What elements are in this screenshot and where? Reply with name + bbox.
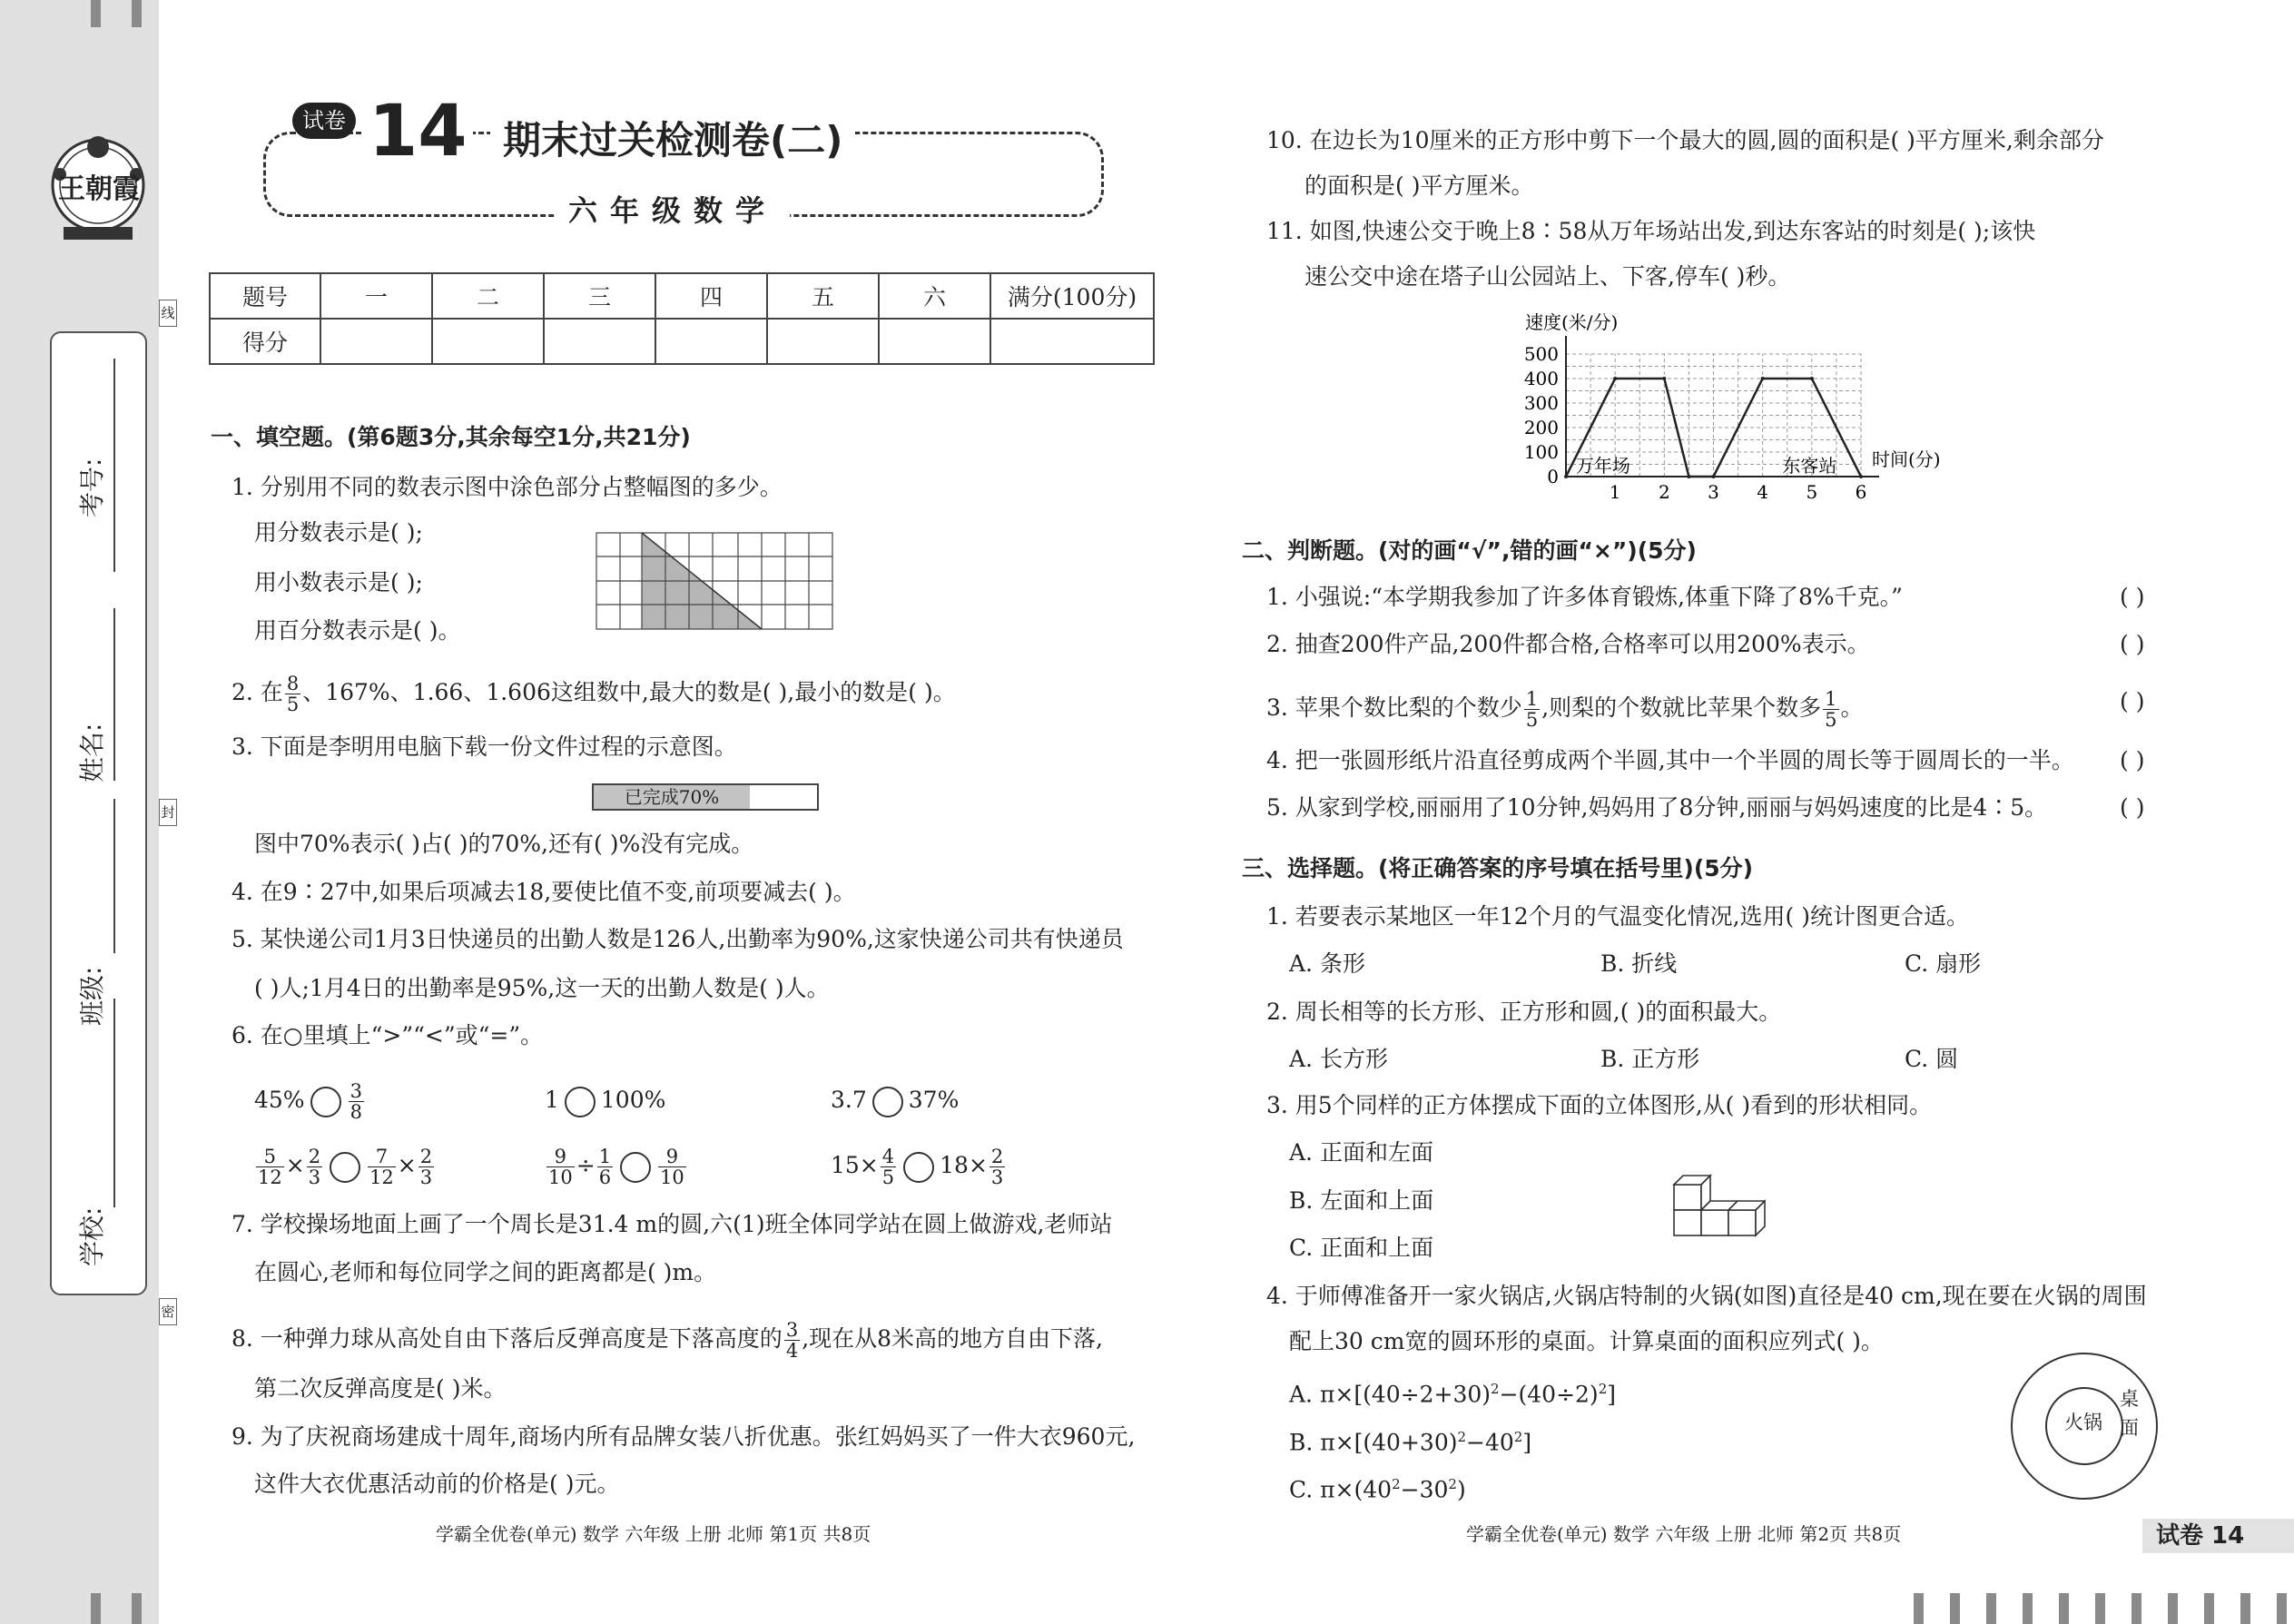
download-progress-bar: [592, 783, 819, 811]
question-text: 3. 用5个同样的正方体摆成下面的立体图形,从( )看到的形状相同。: [1266, 1092, 1933, 1118]
section-1-heading: 一、填空题。(第6题3分,其余每空1分,共21分): [211, 424, 691, 450]
x-tick-label: 5: [1806, 481, 1818, 503]
text-fragment: −(40÷2): [1499, 1381, 1599, 1408]
data-point: [1613, 377, 1617, 380]
denominator: 3: [990, 1166, 1004, 1188]
text-fragment: B. π×[(40+30): [1289, 1429, 1458, 1456]
text-fragment: 2. 在: [231, 679, 283, 705]
option-a[interactable]: A. 长方形: [1289, 1046, 1388, 1072]
x-tick-label: 1: [1609, 481, 1621, 503]
answer-paren[interactable]: ( ): [2120, 584, 2145, 610]
text-fragment: C. π×(40: [1289, 1476, 1393, 1503]
numerator: 7: [368, 1147, 396, 1167]
tick-mark: [1950, 1593, 1960, 1624]
text-fragment: 2: [1598, 1381, 1608, 1397]
table-cell: 二: [432, 273, 544, 319]
seal-mark-xian: 线: [159, 300, 177, 327]
name-label: 姓名:: [77, 723, 107, 782]
score-input-cell[interactable]: [767, 319, 879, 364]
numerator: 4: [881, 1146, 895, 1167]
annotation-start-station: 万年场: [1575, 455, 1630, 477]
text-fragment: ]: [1607, 1381, 1616, 1408]
data-point: [1564, 475, 1568, 478]
text-fragment: −40: [1466, 1429, 1514, 1456]
data-point: [1712, 475, 1716, 478]
text-fragment: 2: [1448, 1476, 1457, 1492]
fraction: [256, 1147, 284, 1187]
denominator: 4: [785, 1340, 799, 1362]
class-label: 班级:: [77, 966, 107, 1026]
exam-no-label: 考号:: [77, 458, 107, 517]
option-b[interactable]: B. 正方形: [1600, 1046, 1700, 1072]
text-fragment: ÷: [576, 1152, 596, 1178]
question-text: 1. 若要表示某地区一年12个月的气温变化情况,选用( )统计图更合适。: [1266, 903, 1970, 930]
option-a[interactable]: A. 条形: [1289, 950, 1365, 977]
option-a[interactable]: A. 正面和左面: [1289, 1139, 1433, 1166]
score-input-cell[interactable]: [320, 319, 432, 364]
denominator: 10: [660, 1166, 684, 1188]
question-text: 在圆心,老师和每位同学之间的距离都是( )m。: [254, 1259, 717, 1285]
question-text: 9. 为了庆祝商场建成十周年,商场内所有品牌女装八折优惠。张红妈妈买了一件大衣960元,: [231, 1423, 1136, 1450]
text-fragment: 2: [1491, 1381, 1500, 1397]
question-text: 2. 周长相等的长方形、正方形和圆,( )的面积最大。: [1266, 999, 1782, 1025]
compare-item: [831, 1137, 1007, 1195]
denominator: 5: [881, 1166, 895, 1188]
table-label-top: 桌: [2120, 1388, 2139, 1410]
question-text[interactable]: 用小数表示是( );: [254, 569, 423, 595]
cube-figure: [1670, 1166, 1766, 1239]
tick-mark: [132, 1593, 142, 1624]
question-text: 1. 分别用不同的数表示图中涂色部分占整幅图的多少。: [231, 474, 783, 500]
text-fragment: ×: [285, 1152, 305, 1178]
question-text: 第二次反弹高度是( )米。: [254, 1375, 507, 1402]
text-fragment: ]: [1522, 1429, 1532, 1456]
question-text: [231, 674, 956, 714]
option-b[interactable]: B. 折线: [1600, 950, 1678, 977]
option-c[interactable]: [1289, 1471, 1466, 1503]
question-text[interactable]: 用分数表示是( );: [254, 519, 423, 546]
exam-number: 14: [363, 91, 473, 172]
text-fragment: 2: [1392, 1476, 1401, 1492]
denominator: 6: [598, 1166, 612, 1188]
question-text: 图中70%表示( )占( )的70%,还有( )%没有完成。: [254, 831, 754, 857]
data-point: [1859, 475, 1863, 478]
table-cell: 一: [320, 273, 432, 319]
text-fragment: ): [1456, 1476, 1466, 1503]
text-fragment: 、167%、1.66、1.606这组数中,最大的数是( ),最小的数是( )。: [302, 679, 956, 705]
compare-item: [831, 1073, 959, 1127]
y-axis-label: 速度(米/分): [1525, 311, 1619, 333]
class-line: [113, 799, 115, 953]
question-text: 1. 小强说:“本学期我参加了许多体育锻炼,体重下降了8%千克。”: [1266, 584, 1903, 610]
speed-time-chart: [1507, 309, 1961, 508]
score-table: [209, 272, 1155, 365]
text-fragment: 37%: [908, 1087, 960, 1113]
numerator: 9: [658, 1147, 686, 1167]
text-fragment: 15×: [831, 1152, 879, 1178]
question-text: [231, 1316, 1103, 1362]
score-input-cell[interactable]: [432, 319, 544, 364]
question-text: 3. 下面是李明用电脑下载一份文件过程的示意图。: [231, 733, 737, 760]
numerator: 1: [1525, 688, 1539, 710]
question-text: 4. 把一张圆形纸片沿直径剪成两个半圆,其中一个半圆的周长等于圆周长的一半。: [1266, 747, 2074, 773]
table-cell: 五: [767, 273, 879, 319]
score-table-score-row: [210, 319, 1154, 364]
y-tick-label: 300: [1523, 392, 1559, 414]
compare-circle[interactable]: [620, 1152, 651, 1183]
shaded-grid-figure: [595, 531, 835, 631]
fraction: [546, 1147, 575, 1187]
exam-title: 期末过关检测卷(二): [490, 118, 855, 163]
fraction: [349, 1081, 364, 1122]
data-point: [1761, 377, 1765, 380]
score-input-cell[interactable]: [879, 319, 990, 364]
denominator: 5: [286, 694, 300, 715]
tick-mark: [1914, 1593, 1924, 1624]
exam-badge: 试卷: [292, 103, 356, 139]
question-text: 速公交中途在塔子山公园站上、下客,停车( )秒。: [1305, 263, 1791, 290]
fraction: [989, 1147, 1005, 1187]
x-tick-label: 6: [1855, 481, 1867, 503]
fraction: [881, 1147, 896, 1187]
y-tick-label: 100: [1523, 441, 1559, 463]
numerator: 2: [419, 1146, 433, 1167]
answer-paren[interactable]: ( ): [2120, 688, 2145, 714]
fraction: [285, 674, 300, 714]
fraction: [658, 1147, 686, 1187]
denominator: 5: [1825, 709, 1837, 731]
numerator: 2: [990, 1146, 1004, 1167]
numerator: 8: [286, 673, 300, 694]
fraction: [368, 1147, 396, 1187]
question-text: [1266, 688, 1864, 730]
text-fragment: 2: [1513, 1429, 1523, 1445]
denominator: 8: [350, 1101, 362, 1123]
score-input-cell[interactable]: [990, 319, 1154, 364]
answer-paren[interactable]: ( ): [2120, 794, 2145, 821]
text-fragment: ×: [397, 1152, 417, 1178]
denominator: 3: [308, 1166, 321, 1188]
numerator: 2: [308, 1146, 321, 1167]
score-input-cell[interactable]: [655, 319, 767, 364]
footer-right: 学霸全优卷(单元) 数学 六年级 上册 北师 第2页 共8页: [1466, 1523, 1902, 1545]
tick-mark: [2023, 1593, 2033, 1624]
school-line: [113, 999, 115, 1207]
tick-mark: [1986, 1593, 1996, 1624]
x-tick-label: 2: [1658, 481, 1670, 503]
y-tick-label: 400: [1523, 368, 1559, 389]
section-3-heading: 三、选择题。(将正确答案的序号填在括号里)(5分): [1242, 855, 1754, 881]
question-text: 这件大衣优惠活动前的价格是( )元。: [254, 1471, 620, 1497]
denominator: 12: [369, 1166, 394, 1188]
question-text: 配上30 cm宽的圆环形的桌面。计算桌面的面积应列式( )。: [1289, 1328, 1884, 1354]
numerator: 3: [785, 1319, 799, 1341]
exam-tag: 试卷 14: [2142, 1519, 2294, 1553]
tick-mark: [2095, 1593, 2105, 1624]
question-text: 7. 学校操场地面上画了一个周长是31.4 m的圆,六(1)班全体同学站在圆上做游戏,老师站: [231, 1211, 1113, 1237]
tick-mark: [91, 1593, 101, 1624]
question-text: 4. 于师傅准备开一家火锅店,火锅店特制的火锅(如图)直径是40 cm,现在要在火锅的周围: [1266, 1283, 2147, 1309]
tick-mark: [2277, 1593, 2287, 1624]
tick-mark: [2168, 1593, 2178, 1624]
text-fragment: ,现在从8米高的地方自由下落,: [802, 1325, 1103, 1352]
y-tick-label: 0: [1547, 466, 1559, 487]
option-c[interactable]: C. 圆: [1905, 1046, 1959, 1072]
table-cell: 六: [879, 273, 990, 319]
option-c[interactable]: C. 扇形: [1905, 950, 1982, 977]
question-text: ( )人;1月4日的出勤率是95%,这一天的出勤人数是( )人。: [254, 975, 830, 1001]
table-cell: 三: [544, 273, 655, 319]
x-tick-label: 4: [1757, 481, 1769, 503]
compare-item: [545, 1073, 665, 1127]
fraction: [307, 1147, 322, 1187]
option-b[interactable]: B. 左面和上面: [1289, 1187, 1434, 1214]
annotation-end-station: 东客站: [1782, 455, 1837, 477]
denominator: 10: [548, 1166, 573, 1188]
text-fragment: ,则梨的个数就比苹果个数多: [1541, 694, 1822, 721]
answer-paren[interactable]: ( ): [2120, 631, 2145, 657]
y-tick-label: 200: [1523, 417, 1559, 438]
compare-circle[interactable]: [310, 1087, 341, 1117]
question-text: 6. 在○里填上“>”“<”或“=”。: [231, 1022, 544, 1048]
tick-mark: [132, 0, 142, 27]
data-point: [1662, 377, 1666, 380]
compare-item: [254, 1137, 436, 1195]
seal-mark-feng: 封: [159, 799, 177, 826]
exam-subtitle: 六年级数学: [556, 192, 790, 229]
text-fragment: 。: [1840, 694, 1864, 721]
question-text: 5. 从家到学校,丽丽用了10分钟,妈妈用了8分钟,丽丽与妈妈速度的比是4∶5。: [1266, 794, 2048, 821]
question-text: 10. 在边长为10厘米的正方形中剪下一个最大的圆,圆的面积是( )平方厘米,剩余部分: [1266, 127, 2104, 153]
score-input-cell[interactable]: [544, 319, 655, 364]
compare-circle[interactable]: [565, 1087, 596, 1117]
numerator: 5: [256, 1147, 284, 1167]
score-table-header-row: [210, 273, 1154, 319]
denominator: 12: [258, 1166, 282, 1188]
compare-item: [254, 1073, 366, 1127]
denominator: 5: [1525, 709, 1539, 731]
hotpot-label: 火锅: [2064, 1412, 2102, 1433]
question-text: 2. 抽查200件产品,200件都合格,合格率可以用200%表示。: [1266, 631, 1870, 657]
progress-label: 已完成70%: [624, 786, 720, 808]
tick-mark: [2204, 1593, 2214, 1624]
exam-no-line: [113, 359, 115, 572]
option-c[interactable]: C. 正面和上面: [1289, 1235, 1434, 1261]
fraction: [1524, 689, 1540, 730]
text-fragment: 3. 苹果个数比梨的个数少: [1266, 694, 1522, 721]
text-fragment: −30: [1400, 1476, 1449, 1503]
option-b[interactable]: [1289, 1423, 1531, 1456]
fraction: [597, 1147, 613, 1187]
footer-left: 学霸全优卷(单元) 数学 六年级 上册 北师 第1页 共8页: [436, 1523, 871, 1545]
x-axis-label: 时间(分): [1872, 448, 1941, 470]
text-fragment: 45%: [254, 1087, 305, 1113]
tick-mark: [2132, 1593, 2141, 1624]
numerator: 1: [598, 1146, 612, 1167]
table-cell: 四: [655, 273, 767, 319]
answer-paren[interactable]: ( ): [2120, 747, 2145, 773]
text-fragment: 8. 一种弹力球从高处自由下落后反弹高度是下落高度的: [231, 1325, 783, 1352]
fraction: [1823, 689, 1838, 730]
fraction: [784, 1320, 800, 1361]
school-label: 学校:: [77, 1206, 107, 1266]
text-fragment: 3.7: [831, 1087, 867, 1113]
denominator: 3: [419, 1166, 433, 1188]
numerator: 9: [546, 1147, 575, 1167]
question-text: 4. 在9∶27中,如果后项减去18,要使比值不变,前项要减去( )。: [231, 879, 856, 905]
compare-item: [545, 1137, 688, 1195]
text-fragment: 2: [1457, 1429, 1467, 1445]
numerator: 1: [1825, 688, 1837, 710]
tick-mark: [2059, 1593, 2069, 1624]
text-fragment: 100%: [600, 1087, 666, 1113]
compare-circle[interactable]: [330, 1152, 360, 1183]
x-tick-label: 3: [1708, 481, 1719, 503]
table-cell: 题号: [210, 273, 320, 319]
tick-mark: [2240, 1593, 2250, 1624]
table-cell: 得分: [210, 319, 320, 364]
question-text[interactable]: 用百分数表示是( )。: [254, 617, 461, 644]
compare-circle[interactable]: [903, 1152, 934, 1183]
data-point: [1687, 475, 1690, 478]
fraction: [418, 1147, 434, 1187]
logo-text: 王朝霞: [58, 173, 140, 205]
text-fragment: 1: [545, 1087, 559, 1113]
question-text: 的面积是( )平方厘米。: [1305, 172, 1534, 199]
table-cell: 满分(100分): [990, 273, 1154, 319]
tick-mark: [91, 0, 101, 27]
seal-mark-mi: 密: [159, 1298, 177, 1325]
question-text: 11. 如图,快速公交于晚上8∶58从万年场站出发,到达东客站的时刻是( );该快: [1266, 218, 2036, 244]
name-line: [113, 608, 115, 781]
data-point: [1810, 377, 1814, 380]
y-tick-label: 500: [1523, 343, 1559, 365]
compare-circle[interactable]: [872, 1087, 903, 1117]
option-a[interactable]: [1289, 1375, 1616, 1408]
table-label-bottom: 面: [2120, 1417, 2139, 1439]
numerator: 3: [350, 1080, 362, 1102]
question-text: 5. 某快递公司1月3日快递员的出勤人数是126人,出勤率为90%,这家快递公司共有快递员: [231, 926, 1124, 952]
text-fragment: 18×: [940, 1152, 988, 1178]
section-2-heading: 二、判断题。(对的画“√”,错的画“×”)(5分): [1242, 537, 1697, 564]
text-fragment: A. π×[(40÷2+30): [1289, 1381, 1492, 1408]
